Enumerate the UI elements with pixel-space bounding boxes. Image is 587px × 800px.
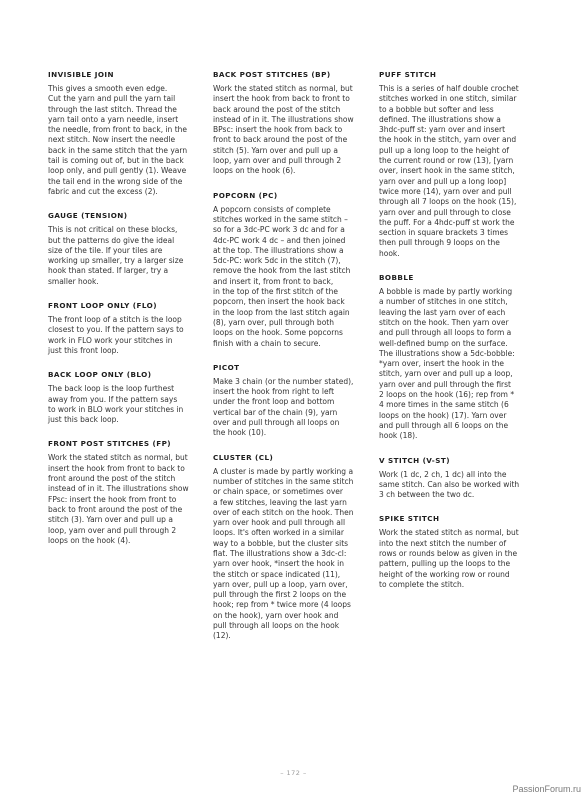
column-3	[379, 70, 537, 604]
section-heading: SPIKE STITCH	[379, 514, 440, 524]
section-heading: BACK POST STITCHES (BP)	[213, 70, 331, 79]
section-body: A cluster is made by partly working a number of stitches in the same stitch or chain space, or sometimes over a few stitches, leaving the last yarn over of each stitch on the hook. Then yarn over hook and pull through all loops. It's often worked in a similar way to a bobble, but the cluster sits flat. The illustrations show a 3dc-cl: yarn over hook, *insert the hook in the stitch or space indicated (11), yarn over, pull up a loop, yarn over, pull through the first 2 loops on the hook; rep from * twice more (4 loops on the hook), yarn over hook and pull through all loops on the hook (12).	[213, 466, 354, 641]
section-puff-stitch	[379, 70, 537, 259]
section-body: A popcorn consists of complete stitches worked in the same stitch – so for a 3dc-PC work 3 dc and for a 4dc-PC work 4 dc – and then joined at the top. The illustrations show a 5dc-PC: work 5dc in the stitch (7), remove the hook from the last stitch and insert it, from front to back, in the top of the first stitch of the popcorn, then insert the hook back in the loop from the last stitch again (8), yarn over, pull through both loops on the hook. Some popcorns finish with a chain to secure.	[213, 204, 351, 348]
section-heading: BACK LOOP ONLY (BLO)	[48, 370, 152, 380]
section-body: The front loop of a stitch is the loop closest to you. If the pattern says to work in FLO work your stitches in just this front loop.	[48, 315, 184, 355]
section-heading: INVISIBLE JOIN	[48, 70, 115, 79]
section-body: This gives a smooth even edge. Cut the yarn and pull the yarn tail through the last stitch. Thread the yarn tail onto a yarn needle, insert the needle, from front to back, in the next stitch. Now insert the needle back in the same stitch that the yarn tail is coming out of, but in the back loop only, and pull gently (1). Weave the tail end in the wrong side of the fabric and cut the excess (2).	[48, 84, 188, 196]
section-back-loop-only	[48, 370, 198, 425]
section-heading: PUFF STITCH	[379, 70, 437, 79]
section-heading: BOBBLE	[379, 273, 414, 283]
watermark: PassionForum.ru	[512, 784, 581, 794]
section-picot	[213, 363, 365, 439]
section-invisible-join	[48, 70, 198, 197]
section-popcorn	[213, 191, 365, 349]
section-heading: PICOT	[213, 362, 240, 372]
section-body: Work the stated stitch as normal, but insert the hook from front to back to front around the post of the stitch instead of in it. The illustrations show FPsc: insert the hook from front to back to front around the post of the stitch (3). Yarn over and pull up a loop, yarn over and pull through 2 loops on the hook (4).	[48, 453, 189, 545]
section-spike-stitch	[379, 514, 537, 590]
section-body: Make 3 chain (or the number stated), insert the hook from right to left under the front loop and bottom vertical bar of the chain (9), yarn over and pull through all loops on the hook (10).	[213, 376, 354, 438]
section-bobble	[379, 273, 537, 441]
section-heading: GAUGE (TENSION)	[48, 211, 128, 221]
section-back-post-stitches	[213, 70, 365, 177]
section-body: Work the stated stitch as normal, but insert the hook from back to front to back around the post of the stitch instead of in it. The illustrations show BPsc: insert the hook from back to front to back around the post of the stitch (5). Yarn over and pull up a loop, yarn over and pull through 2 loops on the hook (6).	[213, 84, 354, 176]
section-body: This is a series of half double crochet stitches worked in one stitch, similar to a bobble but softer and less defined. The illustrations show a 3hdc-puff st: yarn over and insert the hook in the stitch, yarn over and pull up a long loop to the height of the current round or row (13), [yarn over, insert hook in the same stitch, yarn over and pull up a long loop] twice more (14), yarn over and pull through all 7 loops on the hook (15), yarn over and pull through to close the puff. For a 4hdc-puff st work the section in square brackets 3 times then pull through 9 loops on the hook.	[379, 84, 519, 258]
section-body: Work the stated stitch as normal, but into the next stitch the number of rows or rounds below as given in the pattern, pulling up the loops to the height of the working row or round to complete the stitch.	[379, 528, 519, 589]
section-front-loop-only	[48, 301, 198, 356]
section-heading: FRONT POST STITCHES (FP)	[48, 439, 172, 449]
section-heading: CLUSTER (CL)	[213, 452, 274, 462]
section-v-stitch	[379, 456, 537, 501]
section-body: A bobble is made by partly working a number of stitches in one stitch, leaving the last yarn over of each stitch on the hook. Then yarn over and pull through all loops to form a well-defined bump on the surface. The illustrations show a 5dc-bobble: *yarn over, insert the hook in the stitch, yarn over and pull up a loop, yarn over and pull through the first 2 loops on the hook (16); rep from * 4 more times in the same stitch (6 loops on the hook) (17). Yarn over and pull through all 6 loops on the hook (18).	[379, 287, 515, 441]
section-body: The back loop is the loop furthest away from you. If the pattern says to work in BLO work your stitches in just this back loop.	[48, 384, 184, 425]
page-number: – 172 –	[280, 769, 307, 777]
section-heading: POPCORN (PC)	[213, 190, 278, 200]
section-cluster	[213, 453, 365, 642]
section-front-post-stitches	[48, 439, 198, 546]
column-1	[48, 70, 198, 560]
section-body: Work (1 dc, 2 ch, 1 dc) all into the same stitch. Can also be worked with 3 ch between the two dc.	[379, 469, 520, 500]
section-body: This is not critical on these blocks, but the patterns do give the ideal size of the tile. If your tiles are working up smaller, try a larger size hook than stated. If larger, try a smaller hook.	[48, 225, 184, 286]
section-heading: FRONT LOOP ONLY (FLO)	[48, 301, 157, 311]
section-heading: V STITCH (V-ST)	[379, 455, 450, 465]
column-2	[213, 70, 365, 656]
section-gauge	[48, 211, 198, 287]
